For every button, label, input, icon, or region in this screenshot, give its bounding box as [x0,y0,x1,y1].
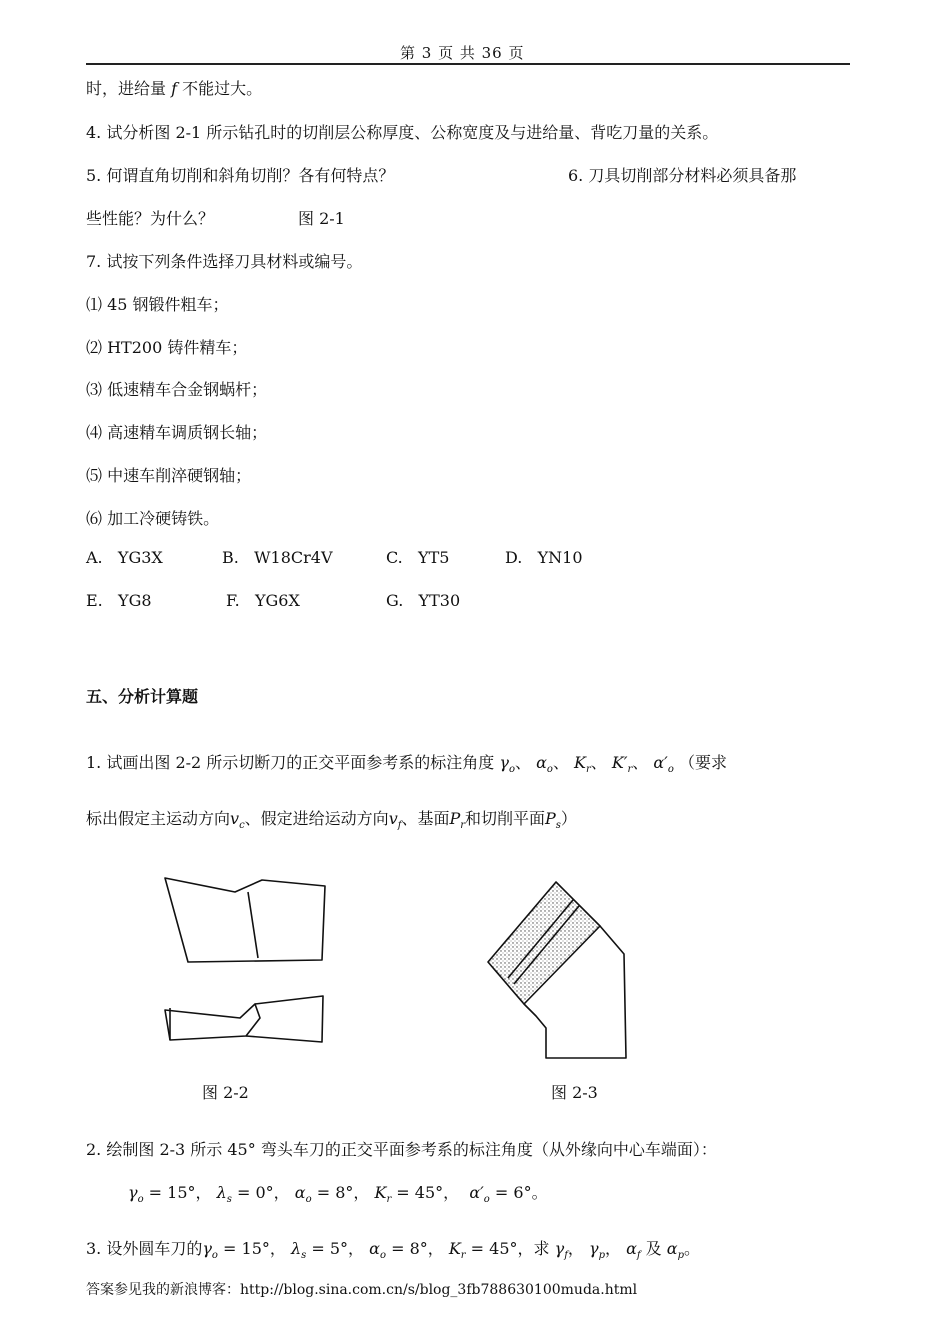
subscript: s [226,1194,232,1206]
subscript: f [564,1250,568,1262]
symbol: γ [128,1183,138,1202]
symbol: α′ [653,753,668,772]
subscript: o [483,1194,490,1206]
symbol: v [230,809,240,828]
symbol: α [666,1239,678,1258]
separator: 及 [640,1239,662,1258]
text-fragment: 1. 试画出图 2-2 所示切断刀的正交平面参考系的标注角度 [86,753,495,772]
problem-2-line-1: 2. 绘制图 2-3 所示 45° 弯头车刀的正交平面参考系的标注角度（从外缘向中心车端面）： [86,1140,717,1159]
section-title: 五、分析计算题 [86,687,199,706]
symbol: K [374,1183,387,1202]
tool-top-view-outline [165,878,325,962]
value: = 8°， [385,1239,444,1258]
question-7: 7. 试按下列条件选择刀具材料或编号。 [86,252,363,271]
subscript: r [627,764,633,776]
option-f: F. YG6X [226,591,300,610]
subscript: c [239,820,245,832]
option-e: E. YG8 [86,591,152,610]
subscript: s [555,820,561,832]
tool-side-view-shank [246,996,323,1042]
value: = 15°， [143,1183,212,1202]
subscript: o [211,1250,218,1262]
condition-1: ⑴ 45 钢锻件粗车； [86,295,229,314]
separator: 、 [514,753,531,772]
condition-4: ⑷ 高速精车调质钢长轴； [86,423,268,442]
value: = 15°， [217,1239,286,1258]
subscript: o [508,764,515,776]
subscript: f [636,1250,641,1262]
subscript: r [586,764,591,776]
symbol: γ [589,1239,599,1258]
text-fragment: 、假定进给运动方向 [244,809,389,828]
figure-2-2-caption: 图 2-2 [202,1083,249,1102]
figure-2-2-drawing [150,868,350,1058]
problem-2-values [128,1180,548,1205]
text-fragment: ） [560,809,577,828]
tool-top-view-edge [248,892,258,958]
condition-2: ⑵ HT200 铸件精车； [86,338,248,357]
subscript: o [667,764,674,776]
symbol: v [388,809,398,828]
subscript: f [397,820,402,832]
subscript: p [598,1250,605,1262]
text-fragment: 3. 设外圆车刀的 [86,1239,203,1258]
condition-6: ⑹ 加工冷硬铸铁。 [86,509,220,528]
question-4: 4. 试分析图 2-1 所示钻孔时的切削层公称厚度、公称宽度及与进给量、背吃刀量的关系。 [86,123,719,142]
subscript: o [546,764,553,776]
problem-3 [86,1236,700,1261]
value: = 45°， [391,1183,460,1202]
symbol: α [294,1183,306,1202]
question-6: 6. 刀具切削部分材料必须具备那 [568,166,797,185]
footer-blog-link[interactable]: 答案参见我的新浪博客：http://blog.sina.com.cn/s/blog_3fb788630100muda.html [86,1282,638,1298]
separator: 、 [632,753,649,772]
symbol: K [574,753,586,772]
question-5: 5. 何谓直角切削和斜角切削？各有何特点？ [86,166,395,185]
symbol: λ [291,1239,302,1258]
symbol: P [449,809,461,828]
option-d: D. YN10 [505,548,583,567]
symbol: α [536,753,547,772]
text-line [86,76,262,99]
symbol: α [626,1239,637,1258]
tool-side-view-outline [165,1004,260,1040]
subscript: o [137,1194,144,1206]
question-6-cont: 些性能？为什么？ [86,209,215,228]
value: = 5°， [306,1239,365,1258]
symbol: K [448,1239,461,1258]
condition-3: ⑶ 低速精车合金钢蜗杆； [86,380,268,399]
subscript: o [379,1250,386,1262]
header-rule [86,63,850,65]
option-g: G. YT30 [386,591,461,610]
text-fragment: 时，进给量 [86,79,167,98]
separator: 。 [684,1239,701,1258]
option-a: A. YG3X [86,548,163,567]
symbol: K′ [611,753,628,772]
symbol: α [369,1239,380,1258]
value: = 45°，求 [465,1239,550,1258]
figure-2-3-drawing [480,878,640,1063]
value: = 8°， [311,1183,370,1202]
subscript: o [305,1194,312,1206]
var-f: f [171,79,178,98]
symbol: γ [554,1239,565,1258]
figure-2-1-label: 图 2-1 [298,209,345,228]
symbol: γ [499,753,509,772]
figure-2-3-caption: 图 2-3 [551,1083,598,1102]
symbol: α′ [469,1183,484,1202]
option-c: C. YT5 [386,548,450,567]
text-fragment: 不能过大。 [182,79,263,98]
value: = 6°。 [489,1183,548,1202]
problem-1-line-2 [86,806,577,831]
separator: ， [567,1239,584,1258]
text-fragment: （要求 [678,753,727,772]
problem-1-line-1 [86,750,727,775]
symbol: γ [202,1239,212,1258]
page-header: 第 3 页 共 36 页 [400,44,525,62]
symbol: P [545,809,556,828]
subscript: r [460,1250,466,1262]
text-fragment: 、基面 [401,809,450,828]
separator: 、 [590,753,607,772]
text-fragment: 标出假定主运动方向 [86,809,231,828]
value: = 0°， [231,1183,290,1202]
symbol: λ [216,1183,227,1202]
subscript: r [460,820,465,832]
subscript: p [677,1250,684,1262]
text-fragment: 和切削平面 [465,809,546,828]
separator: 、 [552,753,569,772]
separator: ， [604,1239,621,1258]
insert-body [488,882,600,1004]
condition-5: ⑸ 中速车削淬硬钢轴； [86,466,252,485]
subscript: s [301,1250,307,1262]
subscript: r [386,1194,392,1206]
option-b: B. W18Cr4V [222,548,333,567]
